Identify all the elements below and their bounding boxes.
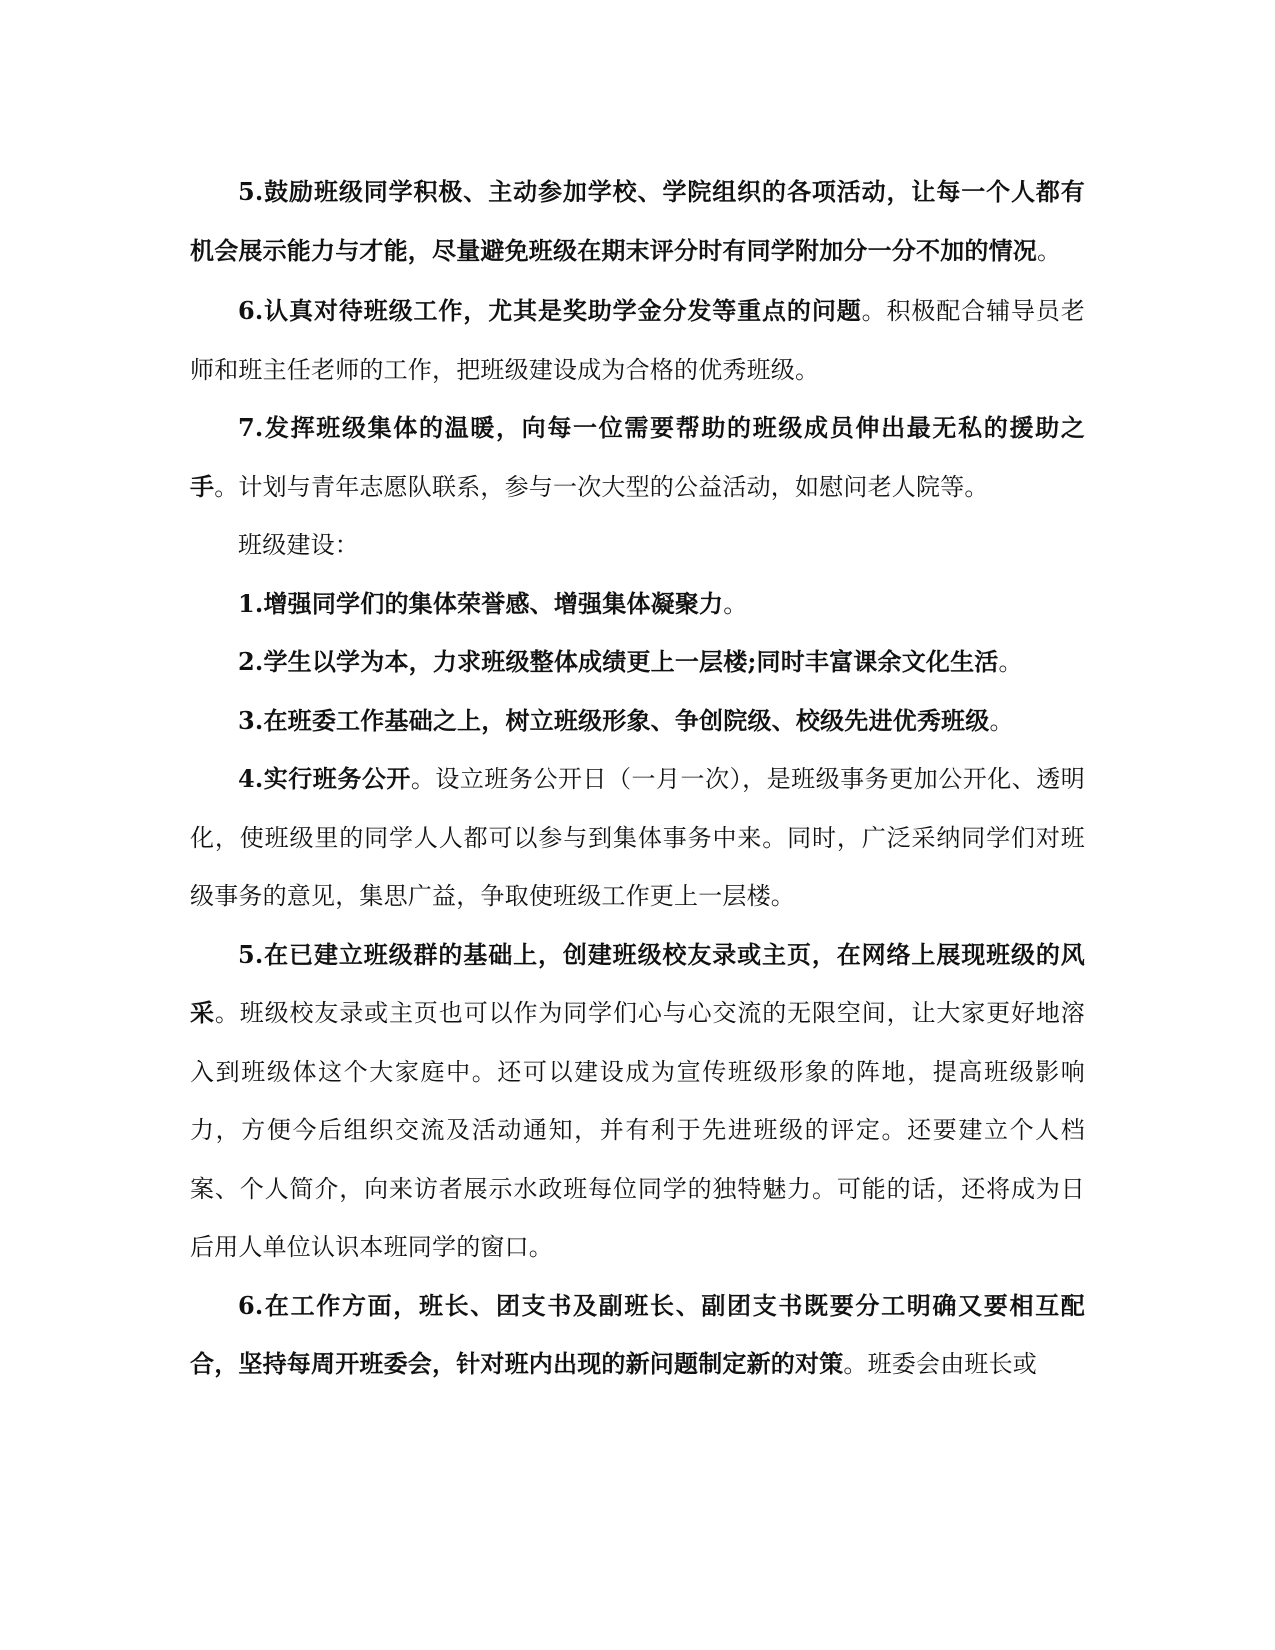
paragraph-item-2-study [190,633,1085,692]
paragraph-text: 。 [989,706,1014,735]
paragraph-text: 。设立班务公开日（一月一次），是班级事务更加公开化、透明化，使班级里的同学人人都可以参与到集体事务中来。同时，广泛采纳同学们对班级事务的意见，集思广益，争取使班级工作更上一层楼。 [190,765,1085,910]
paragraph-text: 。班委会由班长或 [843,1350,1038,1378]
paragraph-item-5-activities [190,163,1085,280]
paragraph-item-6-class-work [190,282,1085,399]
paragraph-bold-text: 3.在班委工作基础之上，树立班级形象、争创院级、校级先进优秀班级 [238,705,990,735]
paragraph-bold-text: 6.认真对待班级工作，尤其是奖助学金分发等重点的问题 [238,296,862,325]
paragraph-text: 。 [1037,236,1062,265]
paragraph-text: 。计划与青年志愿队联系，参与一次大型的公益活动，如慰问老人院等。 [214,472,989,501]
section-heading-class-building [190,516,1085,575]
paragraph-bold-text: 1.增强同学们的集体荣誉感、增强集体凝聚力 [238,588,724,618]
paragraph-bold-text: 6.在工作方面，班长、团支书及副班长、副团支书既要分工明确又要相互配合，坚持每周开班委会，针对班内出现的新问题制定新的对策 [190,1290,1085,1378]
paragraph-text: 。班级校友录或主页也可以作为同学们心与心交流的无限空间，让大家更好地溶入到班级体这个大家庭中。还可以建设成为宣传班级形象的阵地，提高班级影响力，方便今后组织交流及活动通知，并有利于先进班级的评定。还要建立个人档案、个人简介，向来访者展示水政班每位同学的独特魅力。可能的话，还将成为日后用人单位认识本班同学的窗口。 [190,999,1086,1261]
paragraph-text: 班级建设： [238,531,359,559]
paragraph-item-6-cooperation [190,1277,1085,1394]
paragraph-item-1-honor [190,575,1085,634]
paragraph-bold-text: 4.实行班务公开 [238,764,411,793]
paragraph-item-3-image [190,692,1085,751]
paragraph-item-4-transparency [190,750,1085,926]
paragraph-item-7-warmth [190,399,1085,516]
document-body [190,163,1085,1394]
paragraph-bold-text: 7.发挥班级集体的温暖，向每一位需要帮助的班级成员伸出最无私的援助之手 [190,413,1085,501]
paragraph-item-5-homepage [190,926,1085,1277]
paragraph-text: 。积极配合辅导员老师和班主任老师的工作，把班级建设成为合格的优秀班级。 [190,297,1085,384]
paragraph-text: 。 [723,589,748,618]
paragraph-bold-text: 2.学生以学为本，力求班级整体成绩更上一层楼;同时丰富课余文化生活 [238,647,999,676]
paragraph-text: 。 [998,648,1023,676]
paragraph-bold-text: 5.在已建立班级群的基础上，创建班级校友录或主页，在网络上展现班级的风采 [190,939,1085,1027]
paragraph-bold-text: 5.鼓励班级同学积极、主动参加学校、学院组织的各项活动，让每一个人都有机会展示能力与才能，尽量避免班级在期末评分时有同学附加分一分不加的情况 [190,177,1085,265]
